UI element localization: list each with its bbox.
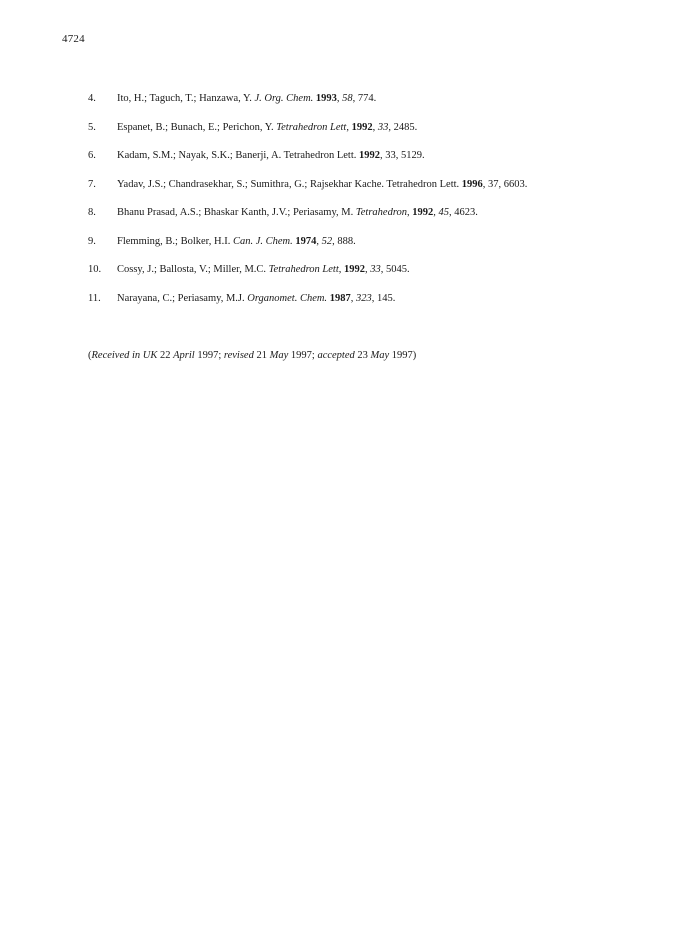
text-segment: , 5045. (380, 264, 410, 275)
reference-number: 10. (88, 264, 102, 275)
text-segment: 23 (354, 350, 371, 361)
text-segment: Kadam, S.M.; Nayak, S.K.; Banerji, A. Tetrahedron Lett. (117, 150, 359, 161)
text-segment: , 37, 6603. (482, 178, 528, 190)
text-segment: Flemming, B.; Bolker, H.I. (117, 235, 233, 247)
italic-text: Organomet. Chem. (247, 292, 328, 304)
reference-number: 6. (88, 150, 96, 161)
reference-number: 7. (88, 178, 96, 190)
text-segment: , 888. (332, 235, 356, 247)
text-segment: , (365, 264, 371, 275)
italic-text: Tetrahedron Lett (268, 264, 339, 275)
text-segment: Espanet, B.; Bunach, E.; Perichon, Y. (117, 121, 277, 133)
text-segment: 1997; (288, 350, 318, 361)
text-segment: , (346, 121, 352, 133)
text-segment: Narayana, C.; Periasamy, M.J. (117, 292, 248, 304)
reference-text (117, 149, 425, 163)
reference-item (88, 263, 648, 292)
received-dates-note (88, 349, 416, 363)
year-text: 1996 (461, 178, 483, 190)
reference-number: 5. (88, 121, 96, 133)
year-text: 1993 (315, 93, 337, 104)
year-text: 1992 (344, 264, 366, 275)
reference-text (117, 206, 478, 220)
italic-text: Tetrahedron (355, 207, 408, 218)
text-segment: , (350, 292, 356, 304)
text-segment: , 4623. (449, 207, 478, 218)
reference-item (88, 206, 648, 235)
text-segment: , (407, 207, 413, 218)
reference-text (117, 178, 527, 192)
italic-text: J. Org. Chem. (254, 93, 314, 104)
reference-item (88, 292, 648, 321)
reference-number: 9. (88, 235, 96, 247)
reference-text (117, 263, 410, 277)
reference-item (88, 235, 648, 264)
text-segment: , 33, 5129. (379, 150, 425, 161)
reference-text (117, 92, 376, 106)
text-segment: , 2485. (388, 121, 418, 133)
reference-list (88, 92, 648, 320)
italic-text: May (370, 350, 390, 361)
reference-item (88, 149, 648, 178)
text-segment: , (336, 93, 343, 104)
year-text: 1992 (412, 207, 434, 218)
text-segment: , 774. (352, 93, 377, 104)
italic-text: May (269, 350, 289, 361)
text-segment: Bhanu Prasad, A.S.; Bhaskar Kanth, J.V.; Periasamy, M. (117, 207, 356, 218)
text-segment: , (372, 121, 378, 133)
italic-text: 45 (438, 207, 450, 218)
reference-item (88, 92, 648, 121)
italic-text: 33 (377, 121, 389, 133)
year-text: 1974 (295, 235, 317, 247)
text-segment: ( (88, 350, 92, 361)
reference-number: 4. (88, 93, 96, 104)
text-segment: 21 (253, 350, 270, 361)
text-segment: Yadav, J.S.; Chandrasekhar, S.; Sumithra, G.; Rajsekhar Kache. Tetrahedron Lett. (117, 178, 462, 190)
page-number: 4724 (62, 33, 85, 45)
italic-text: Tetrahedron Lett (276, 121, 347, 133)
italic-text: 58 (342, 93, 353, 104)
italic-text: 52 (321, 235, 333, 247)
text-segment: , 145. (371, 292, 396, 304)
italic-text: 323 (355, 292, 372, 304)
year-text: 1992 (358, 150, 380, 161)
reference-text (117, 121, 417, 135)
reference-item (88, 178, 648, 207)
italic-text: revised (223, 350, 254, 361)
year-text: 1992 (351, 121, 373, 133)
reference-number: 11. (88, 292, 101, 304)
italic-text: 33 (370, 264, 381, 275)
text-segment: , (433, 207, 439, 218)
text-segment: 1997) (389, 350, 417, 361)
reference-item (88, 121, 648, 150)
text-segment: Cossy, J.; Ballosta, V.; Miller, M.C. (117, 264, 269, 275)
reference-number: 8. (88, 207, 96, 218)
text-segment: 22 (157, 350, 174, 361)
italic-text: accepted (317, 350, 355, 361)
italic-text: Received in UK (91, 350, 158, 361)
text-segment: , (338, 264, 345, 275)
text-segment: Ito, H.; Taguch, T.; Hanzawa, Y. (117, 93, 255, 104)
year-text: 1987 (329, 292, 351, 304)
italic-text: April (173, 350, 195, 361)
text-segment: 1997; (194, 350, 224, 361)
reference-text (117, 292, 395, 306)
reference-text (117, 235, 356, 249)
text-segment: , (316, 235, 322, 247)
italic-text: Can. J. Chem. (232, 235, 293, 247)
